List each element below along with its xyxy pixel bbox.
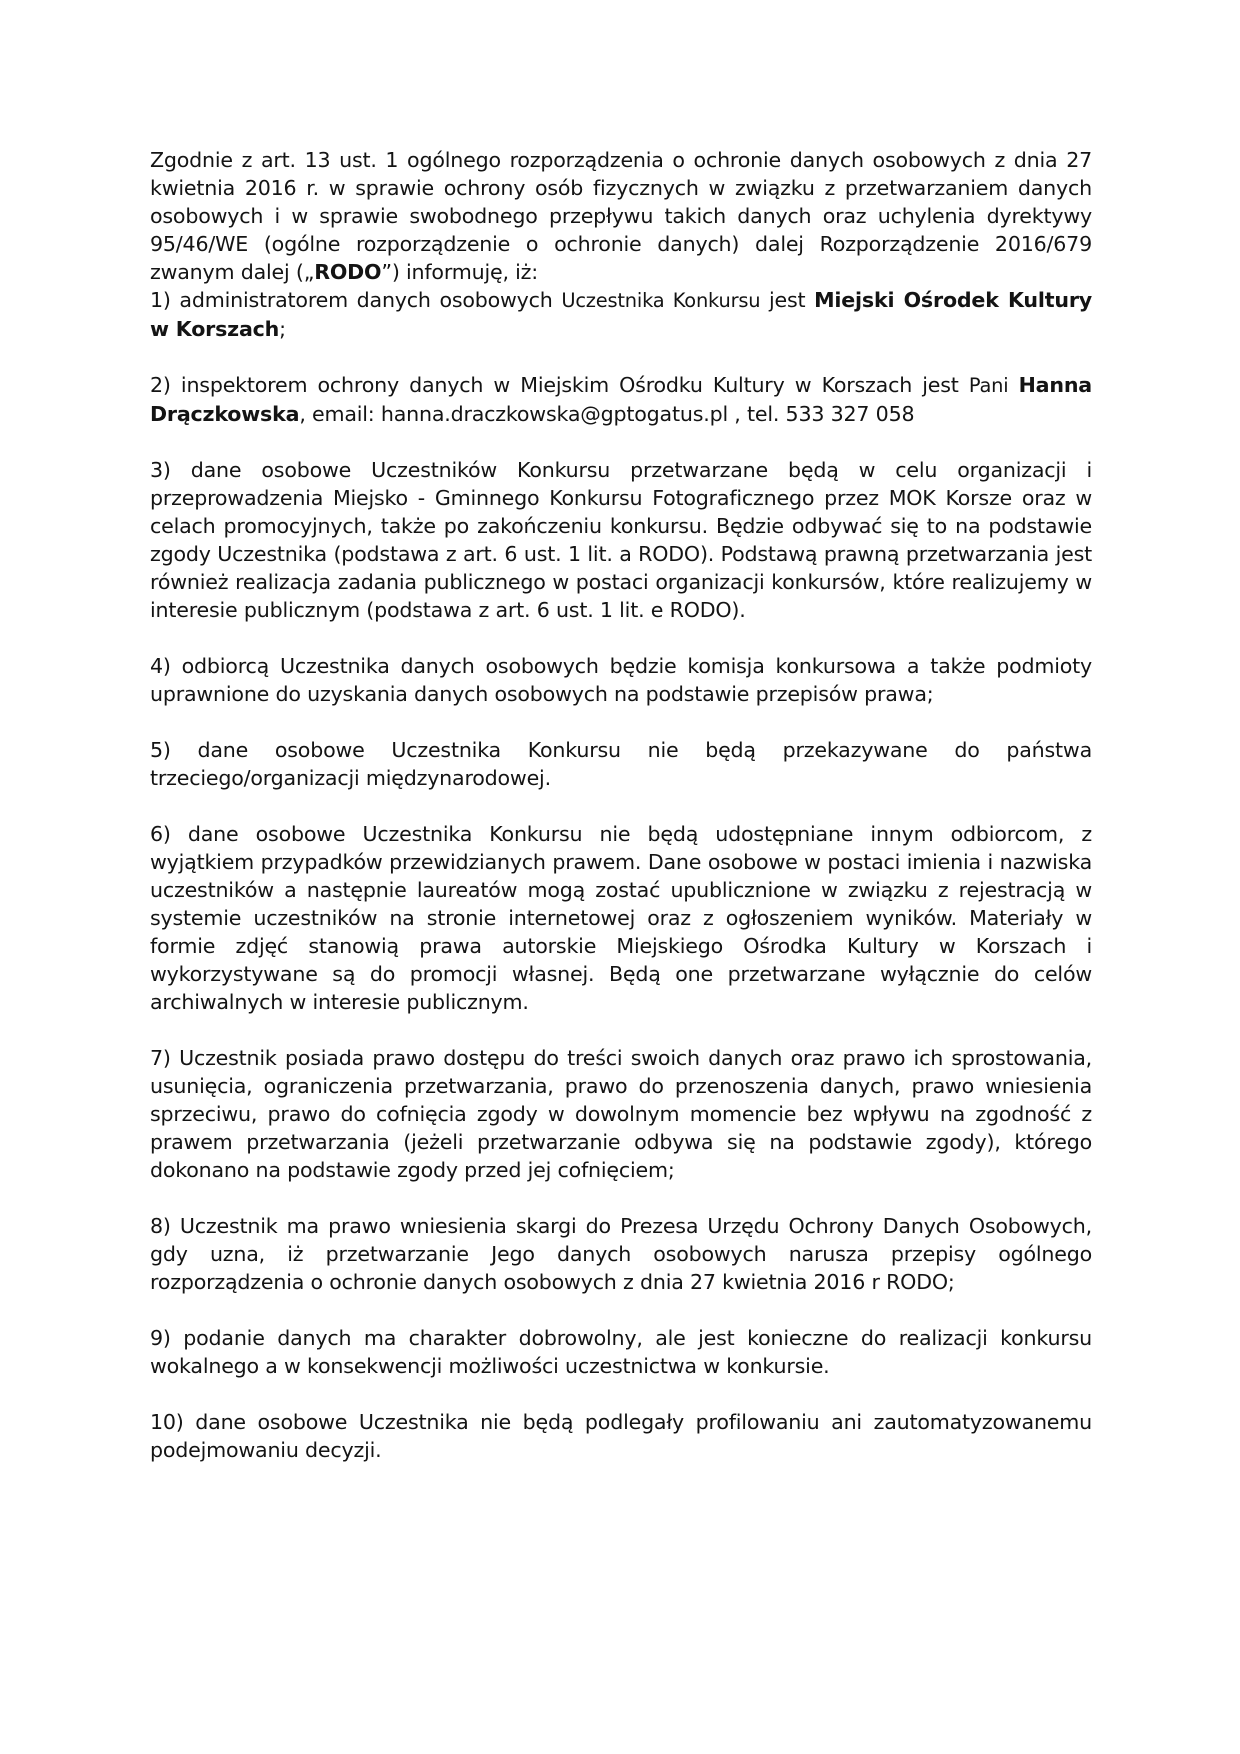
intro-tail: ”) informuję, iż: — [381, 260, 539, 284]
item-3-purpose: 3) dane osobowe Uczestników Konkursu przetwarzane będą w celu organizacji i przeprowadzenia Miejsko - Gminnego Konkursu Fotograficznego przez MOK Korsze oraz w celach promocyjnych, także po zakończeniu konkursu. Będzie odbywać się to na podstawie zgody Uczestnika (podstawa z art. 6 ust. 1 lit. a RODO). Podstawą prawną przetwarzania jest również realizacja zadania publicznego w postaci organizacji konkursów, które realizujemy w interesie publicznym (podstawa z art. 6 ust. 1 lit. e RODO). — [150, 458, 1092, 622]
item-7-rights: 7) Uczestnik posiada prawo dostępu do treści swoich danych oraz prawo ich sprostowania, usunięcia, ograniczenia przetwarzania, prawo do przenoszenia danych, prawo wniesienia sprzeciwu, prawo do cofnięcia zgody w dowolnym momencie bez wpływu na zgodność z prawem przetwarzania (jeżeli przetwarzanie odbywa się na podstawie zgody), którego dokonano na podstawie zgody przed jej cofnięciem; — [150, 1046, 1092, 1182]
item-2-contact: , email: hanna.draczkowska@gptogatus.pl , tel. 533 327 058 — [299, 402, 915, 426]
item-1-participant: Uczestnika Konkursu — [561, 289, 761, 312]
intro-paragraph — [150, 146, 1092, 286]
rodo-term: RODO — [314, 260, 382, 284]
item-5-transfer: 5) dane osobowe Uczestnika Konkursu nie będą przekazywane do państwa trzeciego/organizacji międzynarodowej. — [150, 738, 1092, 790]
item-1-end: ; — [279, 317, 286, 341]
item-2-text: 2) inspektorem ochrony danych w Miejskim Ośrodku Kultury w Korszach jest — [150, 373, 969, 397]
item-2-inspector — [150, 371, 1092, 428]
item-2-title: Pani — [968, 374, 1009, 397]
item-1-organization: Miejski Ośrodek Kultury w Korszach — [150, 288, 1092, 341]
item-1-administrator — [150, 286, 1092, 343]
item-1-is: jest — [760, 288, 815, 312]
item-1-text: 1) administratorem danych osobowych — [150, 288, 562, 312]
item-6-sharing: 6) dane osobowe Uczestnika Konkursu nie będą udostępniane innym odbiorcom, z wyjątkiem przypadków przewidzianych prawem. Dane osobowe w postaci imienia i nazwiska uczestników a następnie laureatów mogą zostać upublicznione w związku z rejestracją w systemie uczestników na stronie internetowej oraz z ogłoszeniem wyników. Materiały w formie zdjęć stanowią prawa autorskie Miejskiego Ośrodka Kultury w Korszach i wykorzystywane są do promocji własnej. Będą one przetwarzane wyłącznie do celów archiwalnych w interesie publicznym. — [150, 822, 1092, 1014]
intro-text: Zgodnie z art. 13 ust. 1 ogólnego rozporządzenia o ochronie danych osobowych z dnia 27 kwietnia 2016 r. w sprawie ochrony osób fizycznych w związku z przetwarzaniem danych osobowych i w sprawie swobodnego przepływu takich danych oraz uchylenia dyrektywy 95/46/WE (ogólne rozporządzenie o ochronie danych) dalej Rozporządzenie 2016/679 zwanym dalej („ — [150, 148, 1092, 284]
document-body — [150, 146, 1092, 1492]
item-10-profiling: 10) dane osobowe Uczestnika nie będą podlegały profilowaniu ani zautomatyzowanemu podejmowaniu decyzji. — [150, 1410, 1092, 1462]
item-8-complaint: 8) Uczestnik ma prawo wniesienia skargi do Prezesa Urzędu Ochrony Danych Osobowych, gdy uzna, iż przetwarzanie Jego danych osobowych narusza przepisy ogólnego rozporządzenia o ochronie danych osobowych z dnia 27 kwietnia 2016 r RODO; — [150, 1214, 1092, 1294]
item-4-recipients: 4) odbiorcą Uczestnika danych osobowych będzie komisja konkursowa a także podmioty uprawnione do uzyskania danych osobowych na podstawie przepisów prawa; — [150, 654, 1092, 706]
item-2-name: Hanna Drączkowska — [150, 373, 1092, 426]
item-9-voluntary: 9) podanie danych ma charakter dobrowolny, ale jest konieczne do realizacji konkursu wokalnego a w konsekwencji możliwości uczestnictwa w konkursie. — [150, 1326, 1092, 1378]
